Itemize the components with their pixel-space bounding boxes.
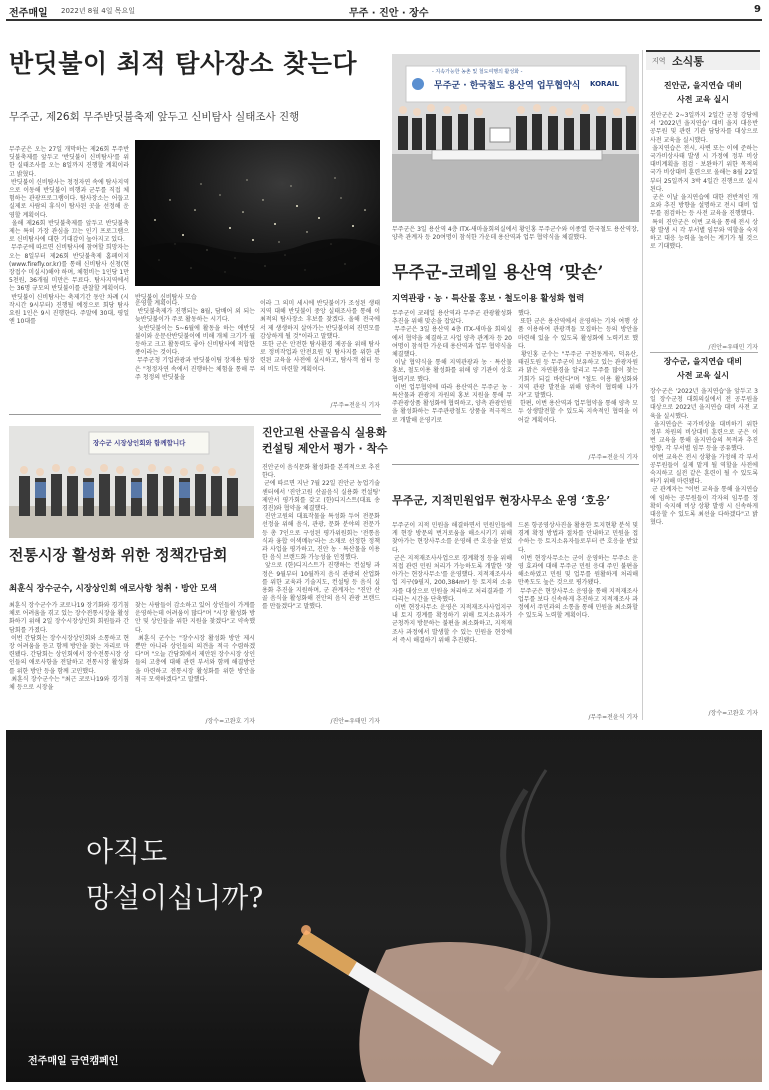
firefly-subheadline: 무주군, 제26회 무주반딧불축제 앞두고 신비탐사 실태조사 진행 [9,111,300,123]
sidebar-item2-title-line1: 장수군, 을지연습 대비 [663,357,743,366]
consult-byline: /진안=우태민 기자 [330,718,380,725]
consult-headline-line1: 진안고원 산골음식 실용화 [262,426,387,439]
market-subheadline: 최훈식 장수군수, 시장상인회 애로사항 청취 · 방안 모색 [9,584,217,594]
field-byline: /무주=전윤식 기자 [588,714,638,721]
korail-body-col1: 무주군이 코레일 용산역과 무주군 관광활성화 추진을 위해 맞손을 잡았다. 무주군은 3일 용산역 4층 ITX-새마을 회의실에서 협약을 체결하고 사업 양측 관계자 등 20여명이 참석한 가운데 용산역과 업무 협약식을 체결했다. 이날 협약식을 통해 지역관광과 농 · 특산물 홍보, 철도이용 활성화를 위해 양 기관이 상호 협력키로 했다. 이번 업무협약에 따라 용산역은 무주군 농 · 특산물과 관광지 자원의 홍보 지원을 통해 무주관광상품 활성화에 협력하고, 양측 관광인원을 활성화하는 무주관광철도 상품을 적극적으로 개발해 운영키로 [392,310,512,424]
consult-headline-line2: 컨설팅 제안서 평가 · 착수 [262,442,388,455]
firefly-body-col1: 무주군은 오는 27일 개막하는 제26회 무주반딧불축제를 앞두고 '반딧불이 신비탐사'를 위한 실태조사를 오는 8일까지 진행할 계획이라고 밝혔다. 반딧불이 신비탐사는 청정자연 속에 탐사지역으로 이동해 반딧불이 비행과 군무를 직접 체험하는 관광프로그램이다. 탐사장소는 어둡고 실제로 사람의 휴식이 탐사된 곳을 선정해 운영할 계획이다. 올해 제26회 반딧불축제를 앞두고 반딧불축제는 특히 가장 관심을 끄는 인기 프로그램으로 신비탐사에 대한 기대감이 높아지고 있다. 무주군에 따르면 신비탐사에 참여할 희망자는 오는 8일부터 제26회 반딧불축제 홈페이지(www.firefly.or.kr)를 통해 신비탐사 신청(현장접수 미실시)해야 하며, 체험비는 1인당 1만5천원, 36개월 미만은 무료다. 탐사지역에서는 36명 규모의 반딧불이를 관찰할 계획이다. 반딧불이 신비탐사는 축제기간 동안 차례 (시작시간 9시부터) 진행될 예정으로 회당 탐사요원 1인은 9시 진행한다. 주말에 30대, 평일엔 10대를 [9,146,129,326]
sidebar-item1-byline: /진안=우태민 기자 [708,344,758,351]
firefly-photo-caption: 반딧불이 신비탐사 모습 [135,294,197,301]
consult-body: 진안군이 음식문화 활성화를 본격적으로 추진한다. 군에 따르면 지난 7월 22일 진안군 농업기술센터에서 '진안고원 산골음식 실용화 컨설팅' 제안서 평가회를 갖고 (한)디지스트(대표 송경진)와 협약을 체결했다. 진안고원의 대표작물을 특성화 두어 전문화 선정을 위해 음식, 관광, 문화 분야의 전문가 등 총 7인으로 구성된 평가위원회는 '전통음식과 융합 이색메뉴'라는 소재로 선정한 정책과 사업을 평가하고, 진안 농 · 특산물을 이용한 음식 브랜드화 가능성을 인정했다. 앞으로 (한)디지스트가 진행하는 컨설팅 과정은 9월부터 10월까지 음식 관광의 산업화를 위한 교육과 기술지도, 컨설팅 등 음식 실용화 추진을 지원하며, 군 관계자는 "진안 산골 음식을 활성화해 진안의 음식 관광 브랜드를 만들겠다"고 말했다. [262,464,380,611]
korail-banner-logo: KORAIL [590,80,619,88]
sidebar-tag: 지역 [652,57,666,65]
firefly-photo [135,140,380,286]
section-label: 무주 · 진안 · 장수 [349,8,429,19]
field-body-col2: 드론 항공영상사진을 활용한 토지현황 분석 및 경계 확정 방법과 절차를 안내하고 민원을 접수하는 등 토지소유자들로부터 큰 호응을 받았다. 이번 현장사무소는 군이 운영하는 무주소 운영 효과에 대해 무주군 민원 응대 주민 불편을 해소하였고 민원 및 업무를 원활하게 처리해 만족도도 높은 것으로 평가됐다. 무주군은 현장사무소 운영을 통해 지적재조사업무를 보다 신속하게 추진하고 지적재조사 과정에서 주민과의 소통을 통해 민원을 최소화할 수 있도록 노력할 계획이다. [518,522,638,620]
ad-headline-line1: 아직도 [86,835,168,868]
sidebar-item1-title-line2: 사전 교육 실시 [677,95,729,104]
masthead [9,4,761,18]
anti-smoking-ad [6,730,762,1082]
korail-banner-line2: 무주군 · 한국철도 용산역 업무협약식 [434,81,581,91]
sidebar-item1-title-line1: 진안군, 을지연습 대비 [663,81,743,90]
sidebar-item2-byline: /장수=고완호 기자 [708,710,758,717]
sidebar-divider [650,352,758,353]
firefly-byline: /무주=전윤식 기자 [330,402,380,409]
sidebar-item2-title-line2: 사전 교육 실시 [677,371,729,380]
sidebar-title: 소식통 [672,55,704,68]
issue-date: 2022년 8월 4일 목요일 [61,7,135,15]
header-rule [6,19,762,21]
market-byline: /장수=고완호 기자 [205,718,255,725]
korail-subheadline: 지역관광 · 농 · 특산물 홍보 · 철도이용 활성화 협력 [392,294,585,304]
firefly-body-col3: 이라 그 의미 세시에 반딧불이가 조성된 생태지역 대해 반딧불이 중앙 실태조사를 통해 이 최적의 탐사장소 후보를 찾겠다. 올해 전국에서 제 생생하지 살아가는 반딧불이의 진면모를 감상하게 될 것"이라고 말했다. 또한 군은 안전한 탐사환경 제공을 위해 탐사로 정비작업과 안전요원 및 탐사지를 위한 관련된 교육을 사전에 실시하고, 탐사객 쉼터 등의 비도 마련할 계획이다. [260,300,380,373]
market-body-col2: 찾는 사람들이 감소하고 있어 상인들이 가계를 운영하는데 어려움이 많다"며 "시장 활성화 방안 및 상인들을 위한 지원을 찾겠다"고 약속했다. 최훈식 군수는 "장수시장 활성화 방안 제시 뿐만 아니라 상인들의 의견을 적극 수렴하겠다"며 "오늘 간담회에서 제안된 장수시장 상인들의 고충에 대해 관련 부서와 함께 해결방안을 마련하고 전통시장 활성화를 위한 방안을 적극 모색하겠다"고 말했다. [135,602,255,683]
market-photo [9,426,254,538]
korail-divider [392,464,639,465]
paper-name: 전주매일 [9,8,48,19]
sidebar-header [646,50,760,70]
korail-headline: 무주군-코레일 용산역 ‘맞손’ [392,263,604,283]
market-banner-text: 장수군 시장상인회와 함께합니다 [93,439,186,447]
sidebar-border [642,50,643,720]
firefly-divider [9,414,381,415]
field-body-col1: 무주군이 지적 민원을 해결하면서 민원인들에게 현장 방문의 번거로움을 해소시키기 위해 찾아가는 현장사무소를 운영해 큰 호응을 얻었다. 군은 지적재조사사업으로 경계확정 등을 위해 직접 관련 민원 처리가 가능하도록 개발한 '찾아가는 현장사무소'를 운영했다. 지적재조사사업 지구(9필지, 200,384m²) 등 토지의 소유자를 대상으로 민원을 처리하고 처리결과를 기다리는 시간을 단축했다. 이번 현장사무소 운영은 지적재조사사업지구 내 토지 경계를 확정하기 위해 토지소유자가 군청까지 방문하는 불편을 최소화하고, 지적재조사 과정에서 발생할 수 있는 민원을 현장에서 즉시 해결하기 위해 추진됐다. [392,522,512,644]
korail-photo-caption: 무주군은 3일 용산역 4층 ITX-새마을회의실에서 황인홍 무주군수와 이종열 한국철도 용산역장, 양측 관계자 등 20여명이 참석한 가운데 용산역과 업무 협약식을 체결했다. [392,226,639,241]
field-headline: 무주군, 지적민원업무 현장사무소 운영 ‘호응’ [392,494,611,507]
ad-headline-line2: 망설이십니까? [86,881,264,914]
korail-banner-line1: - 지속가능한 농촌 및 철도여행의 활성화 - [432,69,523,75]
sidebar-item2-body: 장수군은 '2022년 을지연습'을 앞두고 3일 장수군청 대회의실에서 전 공무원을 대상으로 2022년 을지연습 대비 사전 교육을 실시했다. 을지연습은 국가비상을 대비하기 위한 정부 차원의 비상대비 훈련으로 군은 이번 교육을 통해 을지연습의 목적과 추진방향, 각 부서별 임무 등을 공유했다. 이번 교육은 전시 상황을 가정해 각 부서 공무원들이 실제 맡게 될 역할을 사전에 숙지하고 실전 같은 훈련이 될 수 있도록 하기 위해 마련됐다. 군 관계자는 "이번 교육을 통해 을지연습에 임하는 공무원들이 각자의 임무를 정확히 숙지해 비상 상황 발생 시 신속하게 대응할 수 있도록 최선을 다하겠다"고 밝혔다. [650,388,758,527]
firefly-body-col2: 운영할 계획이다. 반딧불축제가 진행되는 8월, 담배어 외 되는 늦반딧불이가 주로 활동하는 시기다. 늦반딧불이는 5~6월에 활동을 하는 애반딧불이와 운문산반딧불이에 비해 개체 크기가 월등하고 크고 활동력도 좋아 신비탐사에 적합한 종이라는 것이다. 무주군청 기업관광과 반딧불이팀 장재용 팀장은 "청정자연 속에서 진행하는 체험을 통해 무주 청정의 반딧불을 [135,300,255,381]
korail-body-col2: 했다. 또한 군은 용산역에서 운영하는 기차 여행 상품 이용하여 관광객들 모집하는 등의 방안을 마련해 있을 수 있도록 활성화에 노력키로 했다. 황인홍 군수는 "무주군 구천동계곡, 덕유산, 태권도원 등 무주군이 보유하고 있는 관광자원과 맑은 자연환경을 알리고 무주를 많이 찾는 기회가 되길 바란다"며 "철도 이용 활성화와 지역 관광 발전을 위해 양측이 협력해 나가자"고 말했다. 한편, 이번 용산역과 업무협약을 통해 양측 모두 상생발전할 수 있도록 지속적인 협력을 이어갈 계획이다. [518,310,638,424]
page-number: 9 [754,4,761,15]
firefly-headline: 반딧불이 최적 탐사장소 찾는다 [9,49,358,78]
ad-campaign-footer: 전주매일 금연캠페인 [28,1056,119,1067]
korail-byline: /무주=전윤식 기자 [588,454,638,461]
sidebar-item1-body: 진안군은 2~3일까지 2일간 군청 강당에서 '2022년 을지연습' 대비 을지 대응반 공무원 및 관련 기관 담당자를 대상으로 사전 교육을 실시했다. 을지연습은 전시, 사변 또는 이에 준하는 국가비상사태 발생 시 가정에 정부 비상대비계획을 점검 · 보완하기 위한 목적의 국가 비상대비 훈련으로 올해는 8월 22일부터 25일까지 3박 4일간 진행으로 실시된다. 군은 이날 을지연습에 대한 전반적인 개요와 추진 방향을 설명하고 전시 대비 업무를 점검하는 등 사전 교육을 진행했다. 특히 진안군은 이번 교육을 통해 전시 상황 발생 시 각 부서별 임무와 역할을 숙지하고 대응 능력을 높이는 계기가 될 것으로 기대했다. [650,112,758,251]
firefly-lights-image [135,140,380,286]
market-body-col1: 최훈식 장수군수가 코로나19 장기화와 경기침체로 어려움을 겪고 있는 장수전통시장을 활성화하기 위해 2일 장수시장상인회 회원들과 간담회를 가졌다. 이번 간담회는 장수시장상인회와 소통하고 현장 어려움을 듣고 함께 방안을 찾는 자리로 마련됐다. 간담회는 상인회에서 장수전통시장 상인들의 애로사항을 전달하고 전통시장 활성화를 위한 방안 등을 함께 고민했다. 최훈식 장수군수는 "최근 코로나19와 경기침체 등으로 시장을 [9,602,129,692]
market-headline: 전통시장 활성화 위한 정책간담회 [9,546,228,564]
korail-photo [392,54,639,222]
